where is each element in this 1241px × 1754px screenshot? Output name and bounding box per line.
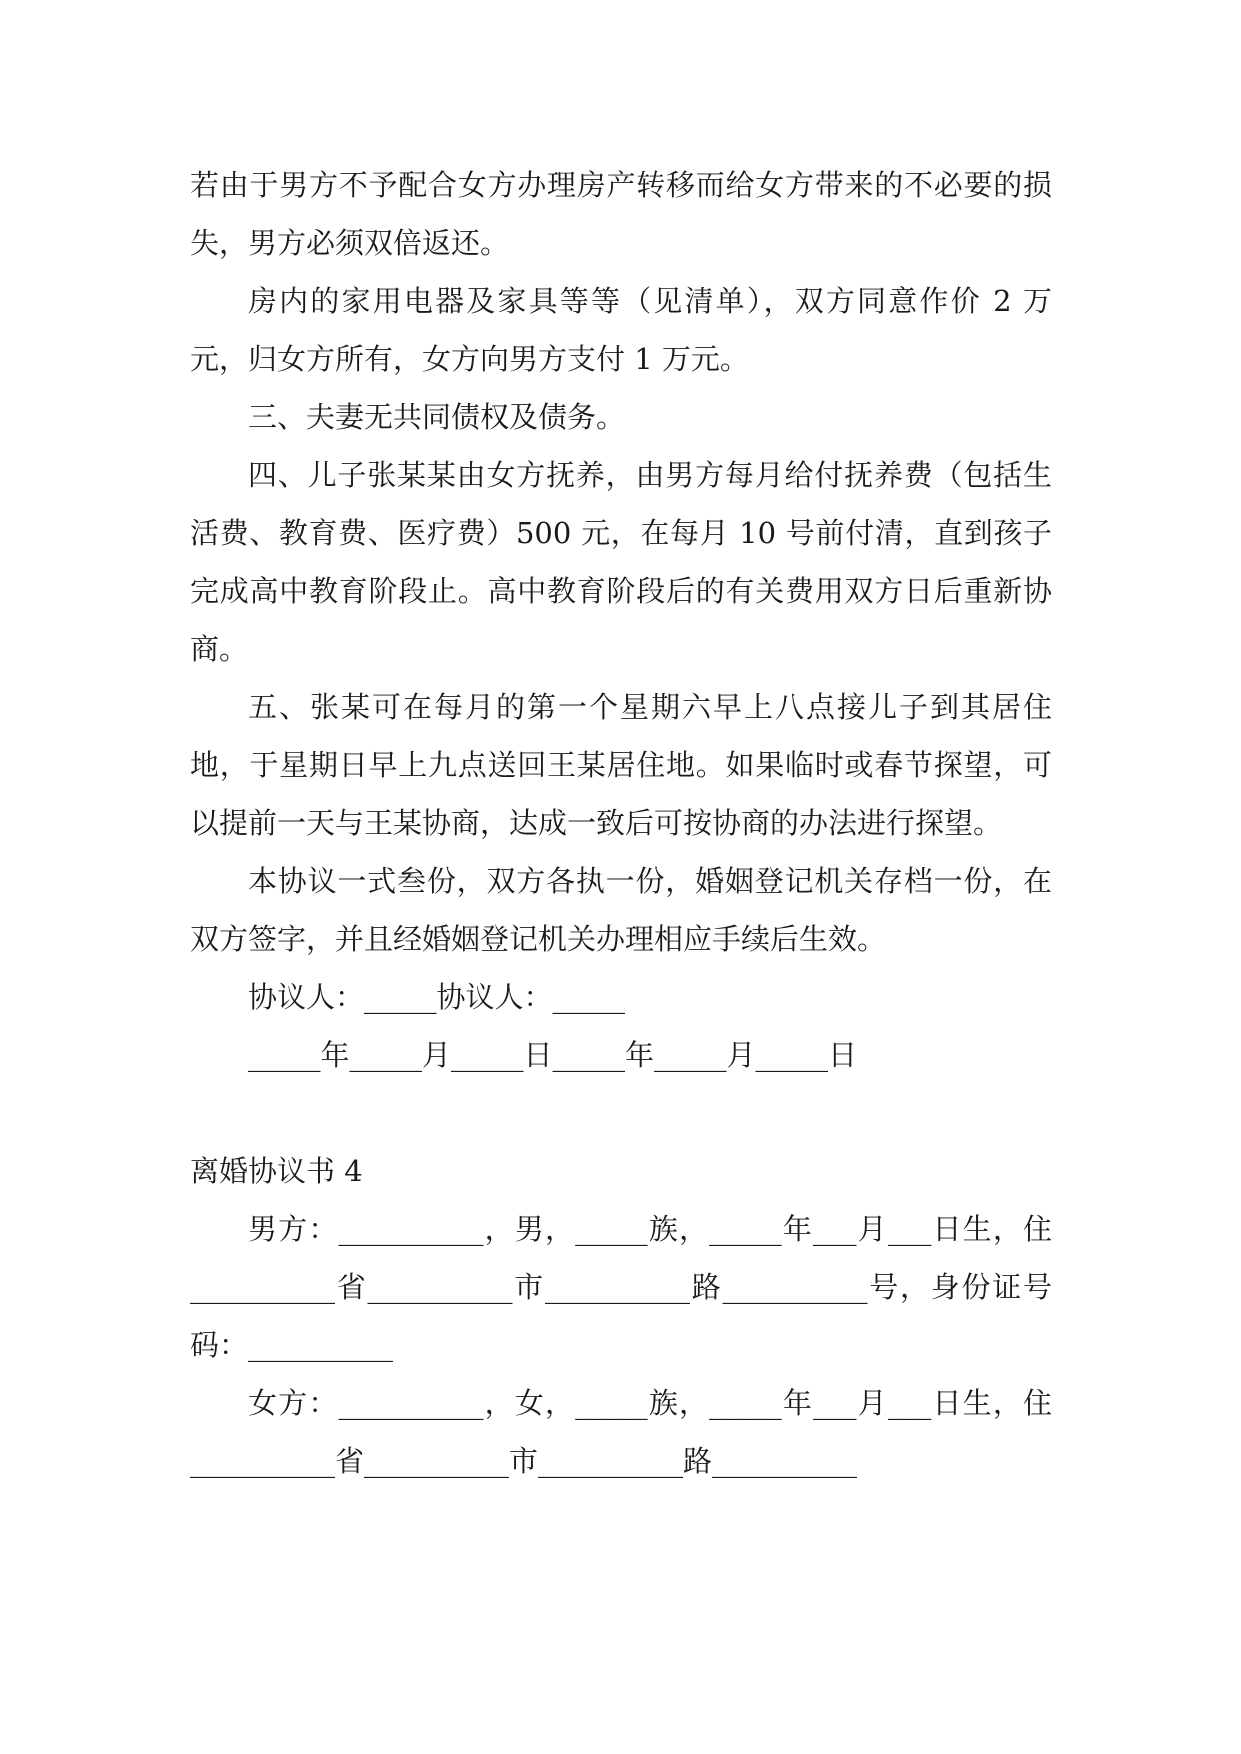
paragraph-copies: 本协议一式叁份，双方各执一份，婚姻登记机关存档一份，在双方签字，并且经婚姻登记机关办理相应手续后生效。	[190, 864, 1052, 956]
section-title: 离婚协议书 4	[190, 1154, 363, 1188]
paragraph-husband-info: 男方：__________，男，_____族，_____年___月___日生，住__________省__________市__________路__________号，身份证号码：__________	[190, 1212, 1052, 1362]
paragraph-visitation: 五、张某可在每月的第一个星期六早上八点接儿子到其居住地，于星期日早上九点送回王某居住地。如果临时或春节探望，可以提前一天与王某协商，达成一致后可按协商的办法进行探望。	[190, 690, 1052, 840]
document-body	[190, 156, 1052, 1490]
paragraph-appliances: 房内的家用电器及家具等等（见清单），双方同意作价 2 万元，归女方所有，女方向男方支付 1 万元。	[190, 284, 1052, 376]
signature-line: 协议人：_____协议人：_____	[248, 980, 626, 1014]
paragraph-wife-info: 女方：__________，女，_____族，_____年___月___日生，住__________省__________市__________路__________	[190, 1386, 1052, 1478]
section-spacer	[190, 1084, 1052, 1142]
date-line: _____年_____月_____日_____年_____月_____日	[248, 1038, 858, 1072]
paragraph-property-loss: 若由于男方不予配合女方办理房产转移而给女方带来的不必要的损失，男方必须双倍返还。	[190, 168, 1052, 260]
paragraph-custody: 四、儿子张某某由女方抚养，由男方每月给付抚养费（包括生活费、教育费、医疗费）500 元，在每月 10 号前付清，直到孩子完成高中教育阶段止。高中教育阶段后的有关费用双方日后重新协商。	[190, 458, 1052, 666]
paragraph-debts: 三、夫妻无共同债权及债务。	[248, 400, 626, 434]
